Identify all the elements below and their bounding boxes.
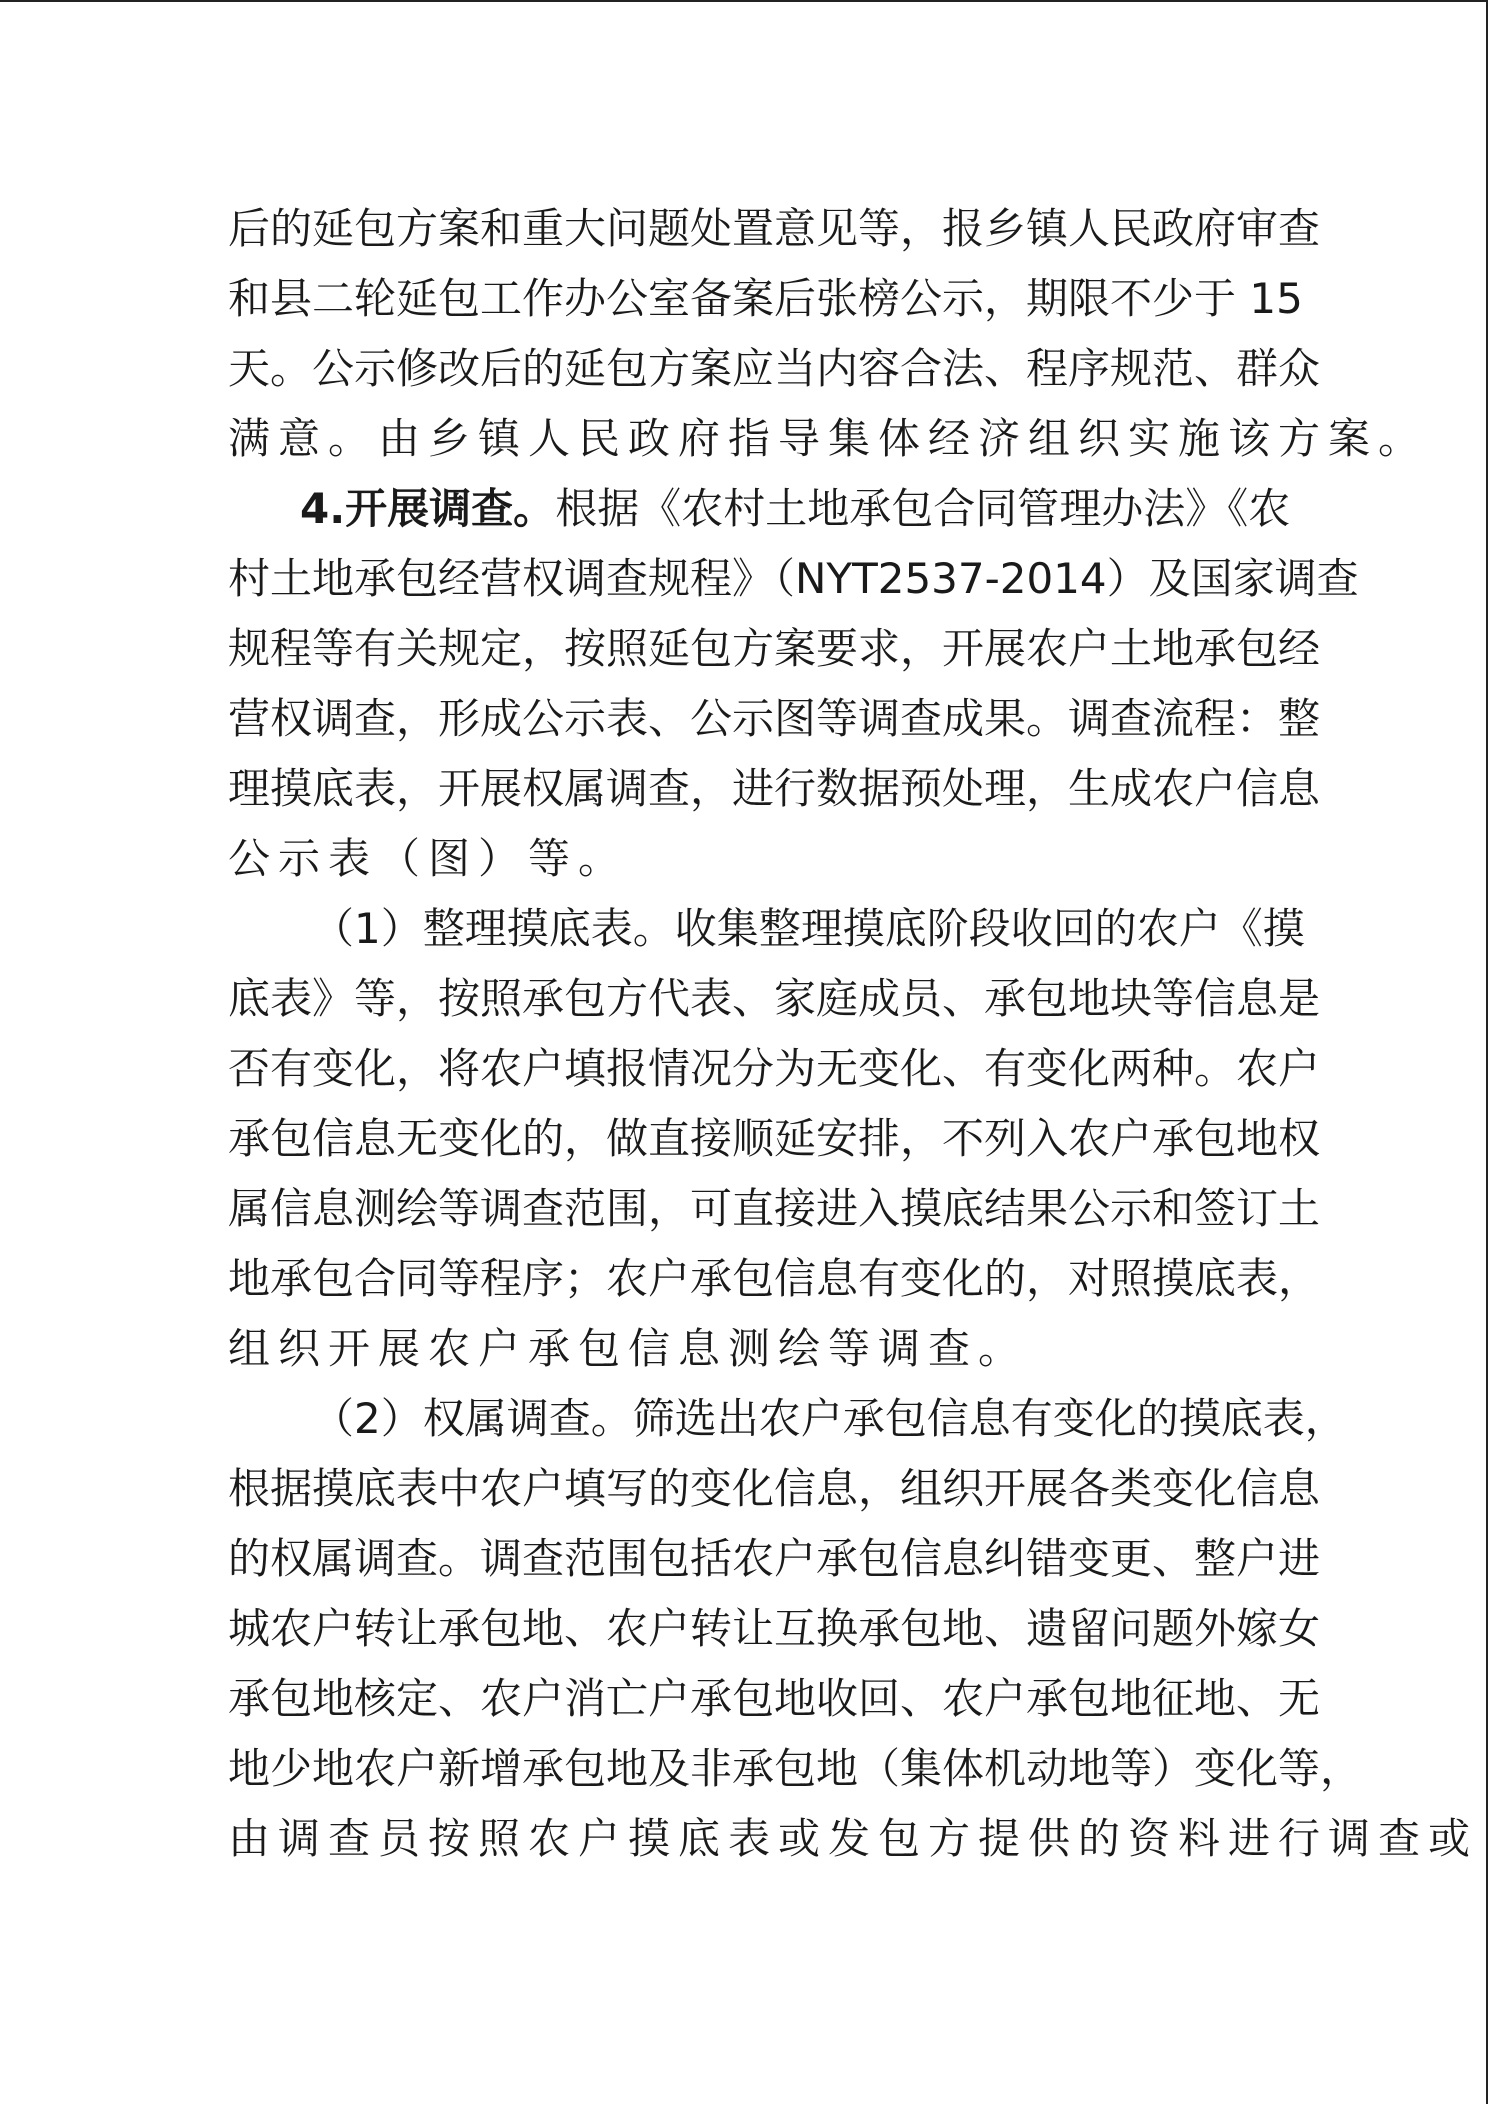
- line-text: 规程等有关规定，按照延包方案要求，开展农户土地承包经: [228, 624, 1321, 673]
- text-line: [228, 404, 1429, 474]
- text-line: [228, 894, 1305, 964]
- text-line: [228, 1314, 1260, 1384]
- line-text: （1）整理摸底表。收集整理摸底阶段收回的农户《摸: [312, 904, 1305, 953]
- section-heading-line: [228, 474, 1291, 544]
- text-line: [228, 1804, 1479, 1874]
- section-heading: 4.开展调查。: [300, 484, 556, 533]
- text-line: [228, 194, 1321, 264]
- text-line: [228, 1174, 1321, 1244]
- text-line: [228, 1384, 1347, 1454]
- text-line: [228, 1244, 1321, 1314]
- text-line: [228, 1104, 1321, 1174]
- text-line: [228, 1454, 1321, 1524]
- line-text: 满意。由乡镇人民政府指导集体经济组织实施该方案。: [228, 414, 1429, 463]
- line-text: 属信息测绘等调查范围，可直接进入摸底结果公示和签订土: [228, 1184, 1321, 1233]
- text-line: [228, 264, 1303, 334]
- line-text: 公示表（图）等。: [228, 834, 629, 883]
- line-text: 村土地承包经营权调查规程》（NYT2537-2014）及国家调查: [228, 554, 1359, 603]
- line-text: （2）权属调查。筛选出农户承包信息有变化的摸底表，: [312, 1394, 1347, 1443]
- line-text: 的权属调查。调查范围包括农户承包信息纠错变更、整户进: [228, 1534, 1321, 1583]
- text-line: [228, 1524, 1321, 1594]
- text-line: [228, 684, 1321, 754]
- line-text: 根据《农村土地承包合同管理办法》《农: [555, 484, 1291, 533]
- line-text: 天。公示修改后的延包方案应当内容合法、程序规范、群众: [228, 344, 1321, 393]
- line-text: 城农户转让承包地、农户转让互换承包地、遗留问题外嫁女: [228, 1604, 1321, 1653]
- line-text: 组织开展农户承包信息测绘等调查。: [228, 1324, 1029, 1373]
- line-text: 底表》等，按照承包方代表、家庭成员、承包地块等信息是: [228, 974, 1321, 1023]
- text-line: [228, 754, 1321, 824]
- line-text: 承包地核定、农户消亡户承包地收回、农户承包地征地、无: [228, 1674, 1321, 1723]
- line-text: 根据摸底表中农户填写的变化信息，组织开展各类变化信息: [228, 1464, 1321, 1513]
- text-line: [228, 1734, 1363, 1804]
- line-text: 由调查员按照农户摸底表或发包方提供的资料进行调查或: [228, 1814, 1479, 1863]
- text-line: [228, 1594, 1321, 1664]
- document-body: [228, 194, 1479, 1874]
- line-text: 否有变化，将农户填报情况分为无变化、有变化两种。农户: [228, 1044, 1321, 1093]
- line-text: 营权调查，形成公示表、公示图等调查成果。调查流程：整: [228, 694, 1321, 743]
- text-line: [228, 964, 1321, 1034]
- text-line: [228, 334, 1321, 404]
- text-line: [228, 1034, 1321, 1104]
- line-text: 后的延包方案和重大问题处置意见等，报乡镇人民政府审查: [228, 204, 1321, 253]
- text-line: [228, 614, 1321, 684]
- text-line: [228, 824, 1260, 894]
- text-line: [228, 544, 1359, 614]
- text-line: [228, 1664, 1321, 1734]
- line-text: 地少地农户新增承包地及非承包地（集体机动地等）变化等，: [228, 1744, 1363, 1793]
- line-text: 和县二轮延包工作办公室备案后张榜公示，期限不少于 15: [228, 274, 1303, 323]
- line-text: 承包信息无变化的，做直接顺延安排，不列入农户承包地权: [228, 1114, 1321, 1163]
- line-text: 地承包合同等程序；农户承包信息有变化的，对照摸底表，: [228, 1254, 1321, 1303]
- line-text: 理摸底表，开展权属调查，进行数据预处理，生成农户信息: [228, 764, 1321, 813]
